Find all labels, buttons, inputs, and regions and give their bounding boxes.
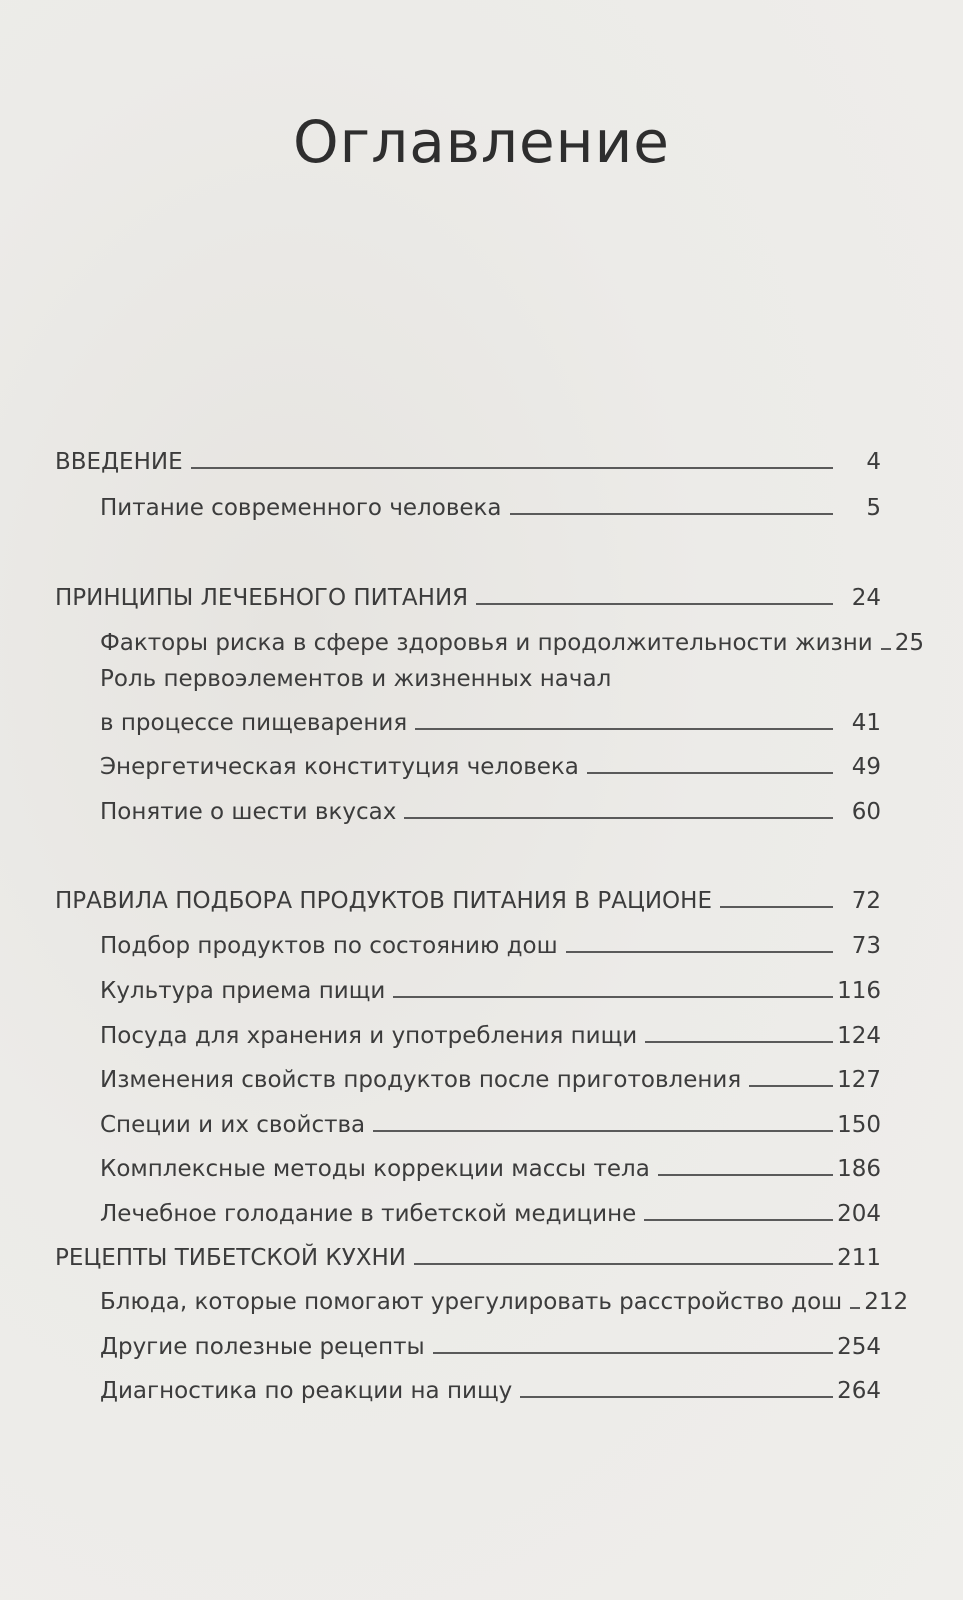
dot-leader [520, 1396, 833, 1398]
toc-page-number: 72 [851, 888, 881, 914]
toc-page-number: 25 [894, 630, 925, 656]
toc-page-number: 204 [837, 1201, 881, 1227]
toc-entry [0, 617, 963, 657]
toc-label: Специи и их свойства [100, 1112, 366, 1138]
dot-leader [881, 648, 891, 650]
toc-label: Энергетическая конституция человека [100, 754, 579, 780]
toc-entry [0, 1010, 963, 1050]
dot-leader [393, 996, 833, 998]
dot-leader [415, 728, 833, 730]
toc-page-number: 4 [866, 449, 881, 475]
toc-label: Диагностика по реакции на пищу [100, 1378, 513, 1404]
toc-section-rules [0, 875, 963, 915]
dot-leader [587, 772, 833, 774]
toc-label: Изменения свойств продуктов после приготовления [100, 1067, 742, 1093]
toc-entry [0, 697, 963, 737]
toc-page-number: 60 [851, 799, 881, 825]
toc-label-line: Роль первоэлементов и жизненных начал [100, 666, 612, 692]
toc-section-recipes [0, 1232, 963, 1272]
toc-label: Понятие о шести вкусах [100, 799, 397, 825]
dot-leader [191, 467, 833, 469]
toc-page-number: 5 [866, 495, 881, 521]
toc-section-principles [0, 572, 963, 612]
dot-leader [749, 1085, 833, 1087]
page-title: Оглавление [293, 108, 670, 176]
toc-page-number: 73 [851, 933, 881, 959]
toc-entry [0, 1054, 963, 1094]
dot-leader [510, 513, 833, 515]
toc-page-number: 24 [851, 585, 881, 611]
dot-leader [373, 1130, 833, 1132]
toc-entry [0, 786, 963, 826]
toc-page-number: 150 [837, 1112, 881, 1138]
dot-leader [433, 1352, 833, 1354]
toc-page-number: 264 [837, 1378, 881, 1404]
toc-entry [0, 1276, 963, 1316]
toc-page-number: 127 [837, 1067, 881, 1093]
dot-leader [720, 906, 833, 908]
toc-entry [0, 1143, 963, 1183]
toc-label: Лечебное голодание в тибетской медицине [100, 1201, 637, 1227]
toc-label: РЕЦЕПТЫ ТИБЕТСКОЙ КУХНИ [55, 1245, 406, 1271]
toc-entry [0, 965, 963, 1005]
toc-entry [0, 1188, 963, 1228]
toc-entry [0, 1321, 963, 1361]
toc-page-number: 211 [837, 1245, 881, 1271]
toc-label: Комплексные методы коррекции массы тела [100, 1156, 650, 1182]
toc-label: ПРИНЦИПЫ ЛЕЧЕБНОГО ПИТАНИЯ [55, 585, 469, 611]
toc-label: Факторы риска в сфере здоровья и продолжительности жизни [100, 630, 873, 656]
toc-page-number: 124 [837, 1023, 881, 1049]
toc-page-number: 254 [837, 1334, 881, 1360]
dot-leader [644, 1219, 833, 1221]
dot-leader [850, 1307, 860, 1309]
toc-section-intro [0, 436, 963, 476]
toc-page-number: 49 [851, 754, 881, 780]
dot-leader [566, 951, 833, 953]
toc-entry [0, 482, 963, 522]
toc-page-number: 41 [851, 710, 881, 736]
toc-label: Блюда, которые помогают урегулировать расстройство дош [100, 1289, 843, 1315]
toc-label: ПРАВИЛА ПОДБОРА ПРОДУКТОВ ПИТАНИЯ В РАЦИОНЕ [55, 888, 712, 914]
toc-entry [0, 1365, 963, 1405]
toc-label: в процессе пищеварения [100, 710, 408, 736]
toc-entry [0, 1099, 963, 1139]
dot-leader [476, 603, 833, 605]
toc-label: Подбор продуктов по состоянию дош [100, 933, 558, 959]
toc-entry [0, 741, 963, 781]
dot-leader [645, 1041, 833, 1043]
toc-page-number: 212 [864, 1289, 909, 1315]
toc-label: Питание современного человека [100, 495, 502, 521]
toc-label: Культура приема пищи [100, 978, 386, 1004]
dot-leader [658, 1174, 833, 1176]
toc-page-number: 116 [837, 978, 881, 1004]
toc-label: ВВЕДЕНИЕ [55, 449, 183, 475]
dot-leader [414, 1263, 833, 1265]
dot-leader [404, 817, 833, 819]
toc-entry [0, 920, 963, 960]
toc-label: Посуда для хранения и употребления пищи [100, 1023, 638, 1049]
toc-page-number: 186 [837, 1156, 881, 1182]
toc-label: Другие полезные рецепты [100, 1334, 425, 1360]
